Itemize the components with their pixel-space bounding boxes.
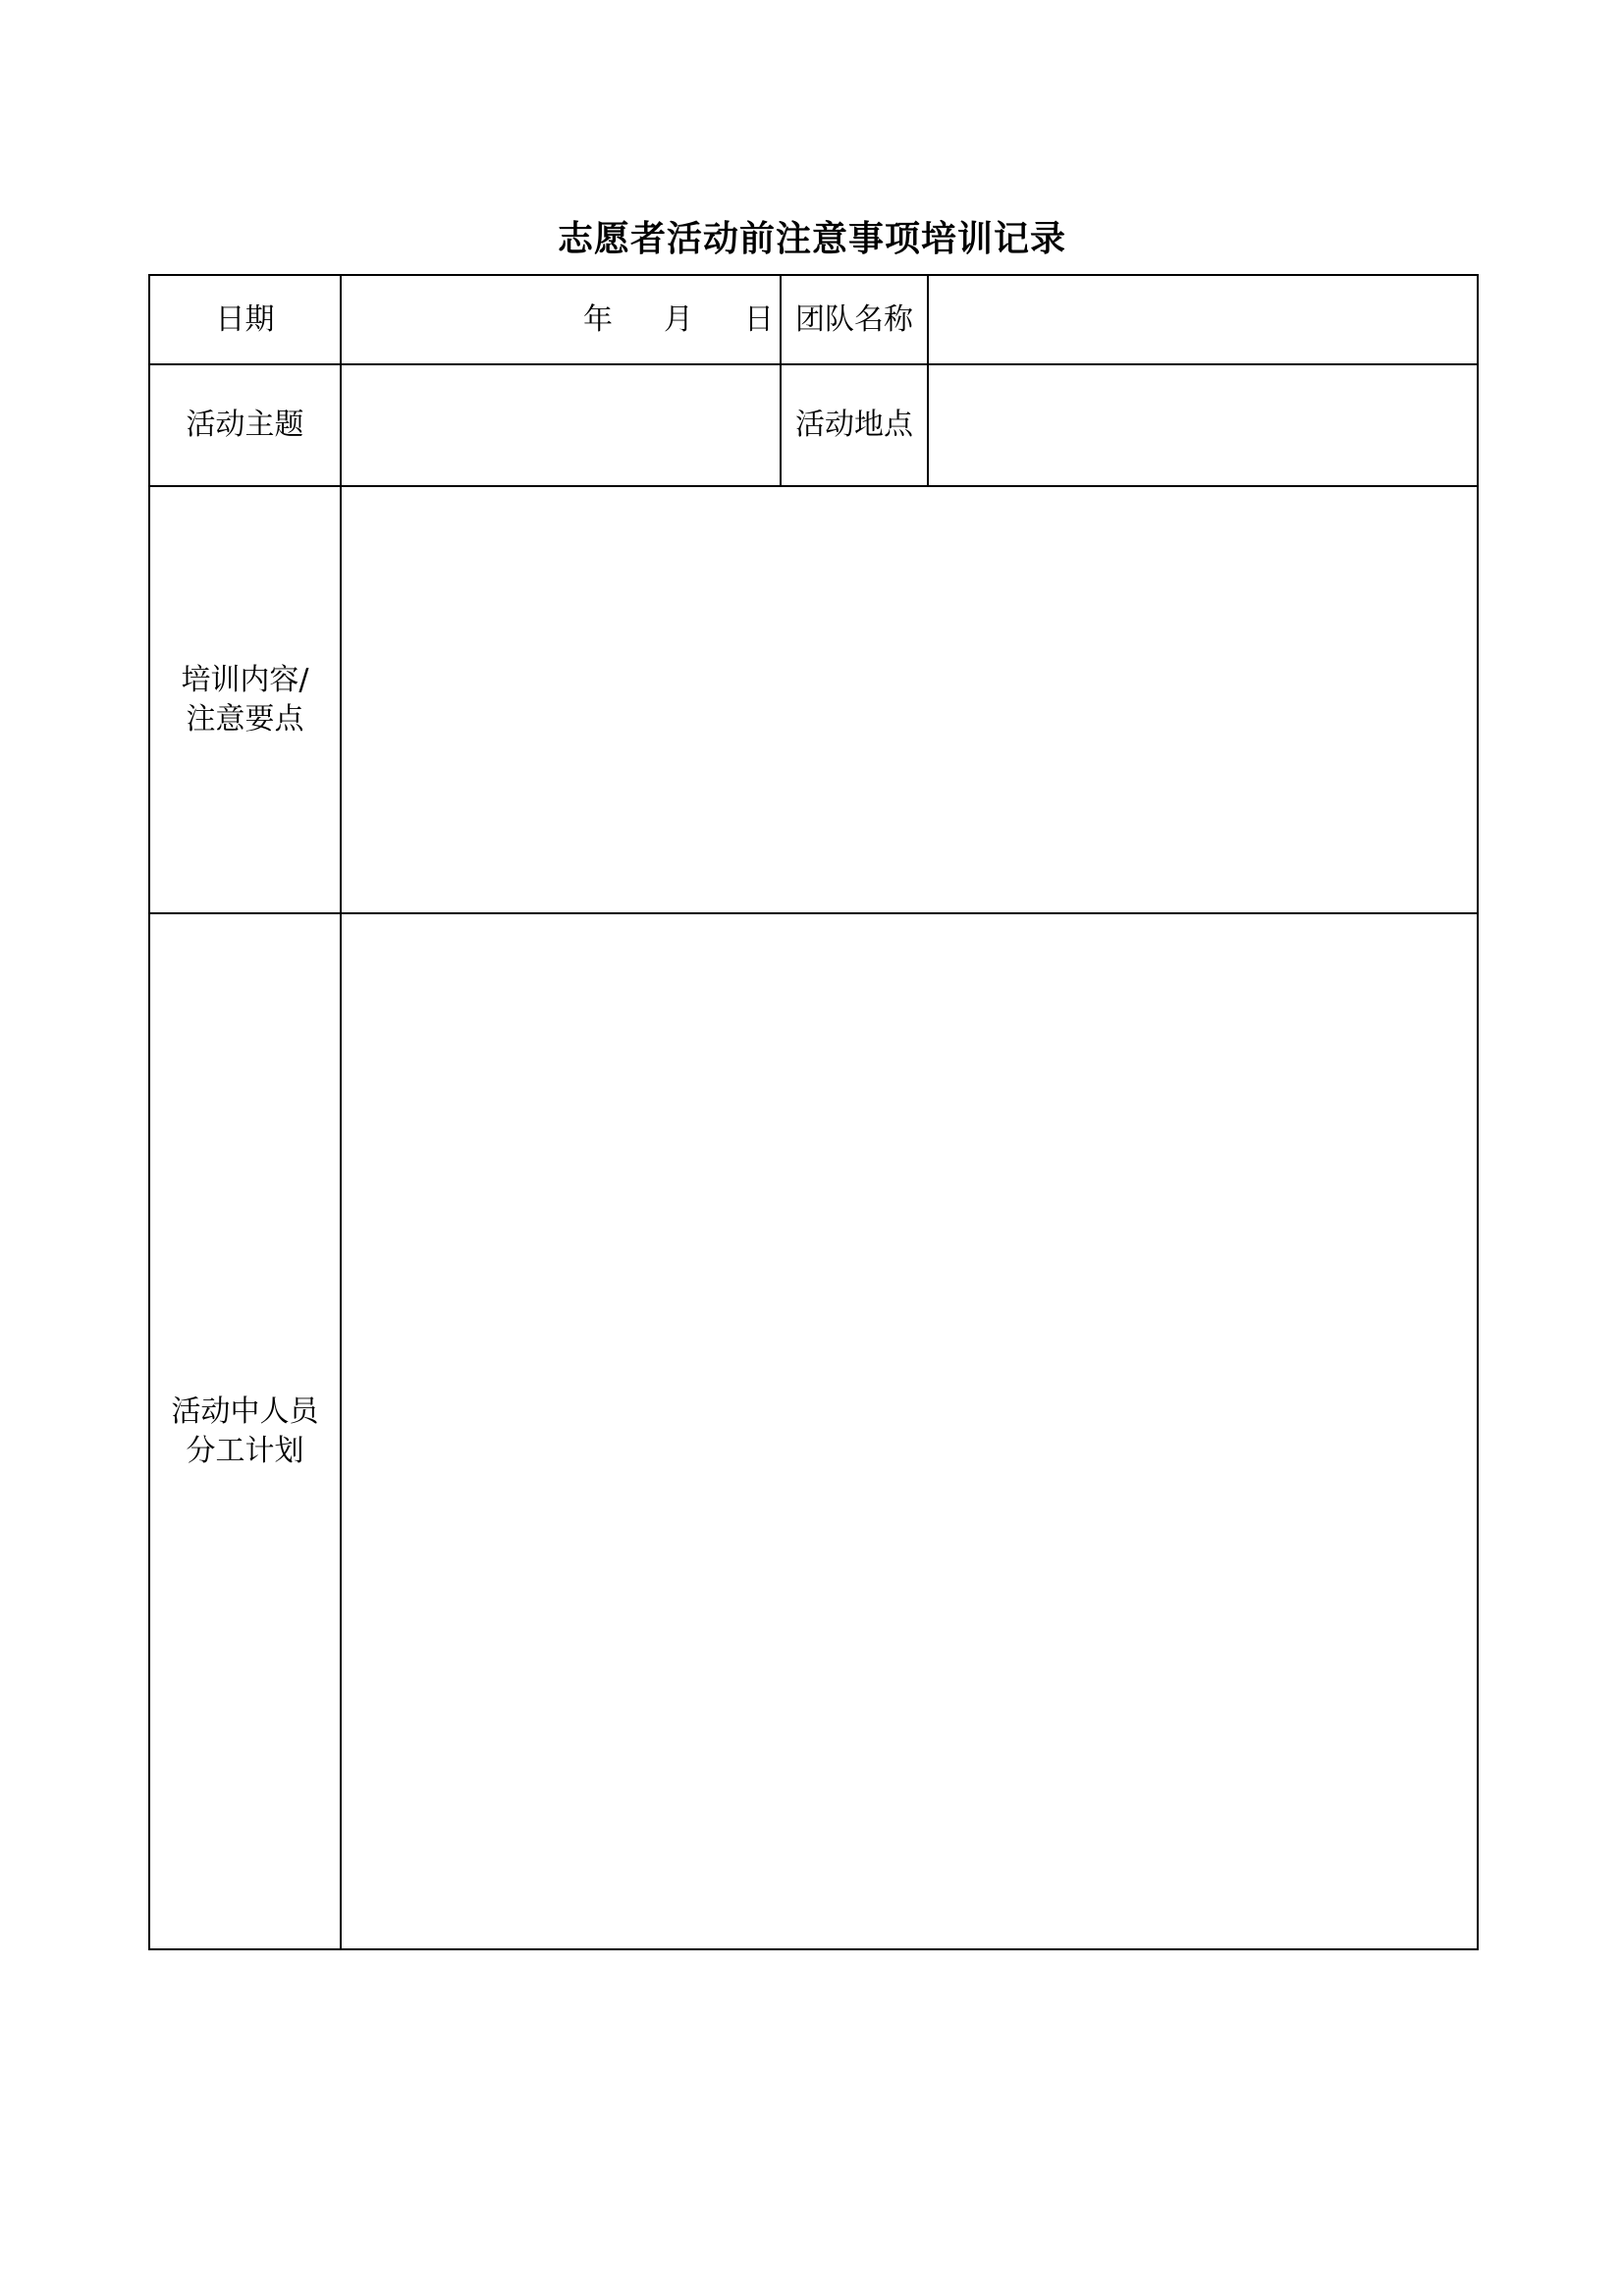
training-content-label [149,486,341,913]
theme-field[interactable] [341,364,781,486]
staffing-label-line2: 分工计划 [186,1433,304,1468]
date-year-label: 年 [583,301,613,337]
date-day-label: 日 [744,301,774,337]
team-name-label: 团队名称 [781,275,928,364]
staffing-label-line1: 活动中人员 [171,1394,319,1429]
theme-label: 活动主题 [149,364,341,486]
training-record-form [148,274,1479,1950]
training-label-line1: 培训内容/ [181,662,309,697]
page-title: 志愿者活动前注意事项培训记录 [557,219,1066,259]
training-content-field[interactable] [341,486,1478,913]
staffing-plan-label [149,913,341,1949]
date-label: 日期 [149,275,341,364]
team-name-field[interactable] [928,275,1478,364]
location-field[interactable] [928,364,1478,486]
staffing-plan-field[interactable] [341,913,1478,1949]
training-label-line2: 注意要点 [186,701,304,737]
location-label: 活动地点 [781,364,928,486]
date-month-label: 月 [664,301,693,337]
date-field[interactable] [341,275,781,364]
